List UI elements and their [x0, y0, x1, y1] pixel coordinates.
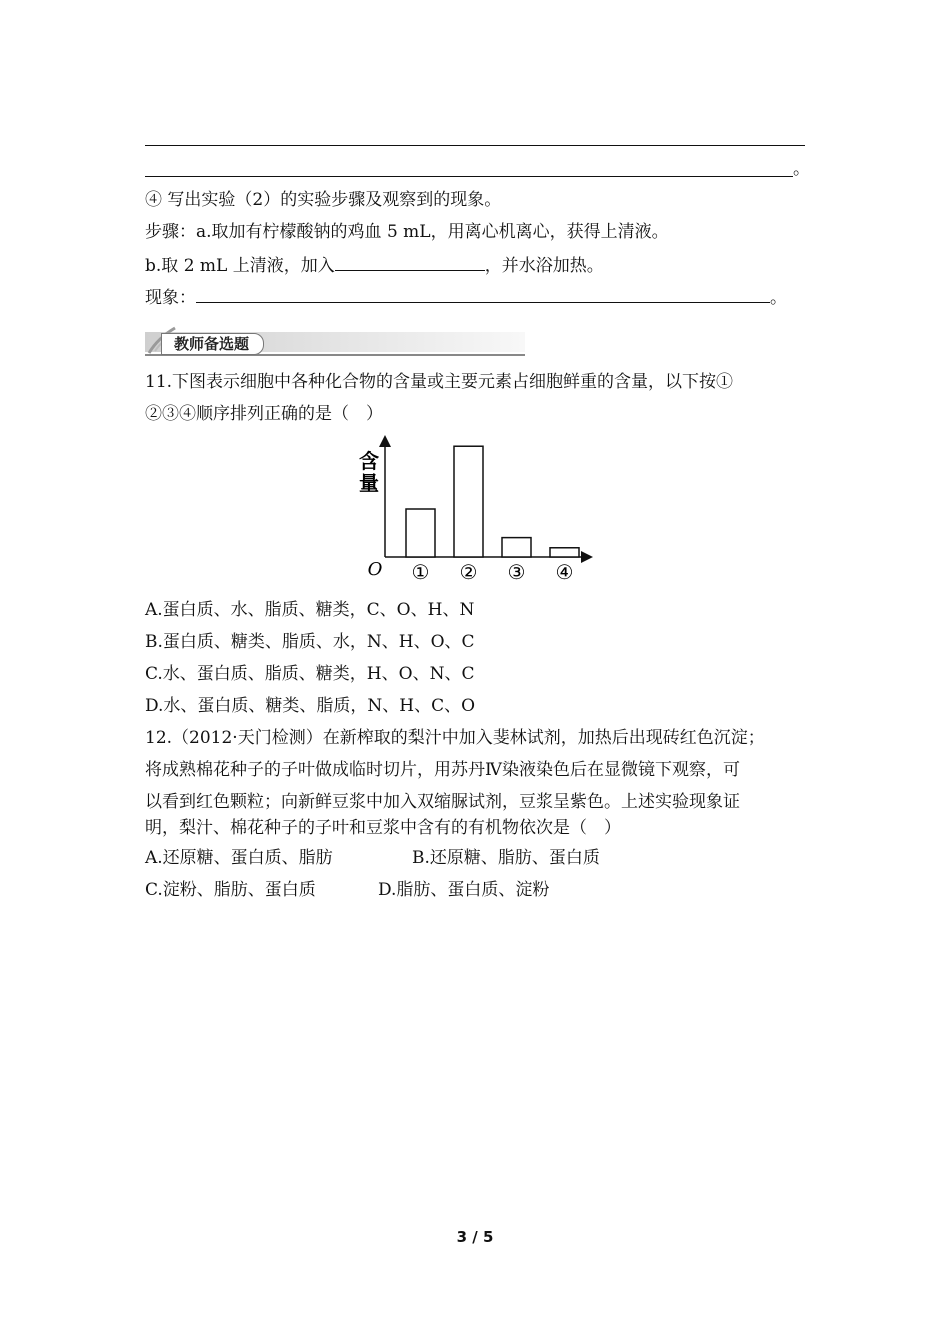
- q12-stem-line-1: 12.（2012·天门检测）在新榨取的梨汁中加入斐林试剂，加热后出现砖红色沉淀；: [145, 728, 765, 748]
- q11-stem-line-1: 11.下图表示细胞中各种化合物的含量或主要元素占细胞鲜重的含量，以下按①: [145, 372, 734, 392]
- category-label-4: ④: [555, 560, 574, 584]
- answer-line-1[interactable]: [145, 145, 805, 146]
- phenomenon-blank[interactable]: [196, 284, 770, 303]
- answer-line-2[interactable]: [145, 176, 793, 177]
- q12-stem-line-2: 将成熟棉花种子的子叶做成临时切片，用苏丹Ⅳ染液染色后在显微镜下观察，可: [145, 760, 740, 780]
- phenomenon-end-mark: 。: [770, 288, 787, 308]
- step-b: [145, 252, 604, 278]
- category-label-1: ①: [411, 560, 430, 584]
- q12-option-b[interactable]: B.还原糖、脂肪、蛋白质: [412, 848, 600, 868]
- bar-chart: [355, 432, 595, 590]
- phenomenon-label: 现象：: [145, 288, 196, 308]
- phenomenon-line: [145, 284, 787, 310]
- q12-option-d[interactable]: D.脂肪、蛋白质、淀粉: [378, 880, 550, 900]
- question-4-instruction: ④ 写出实验（2）的实验步骤及观察到的现象。: [145, 190, 502, 210]
- q12-stem-line-4: 明，梨汁、棉花种子的子叶和豆浆中含有的有机物依次是（ ）: [145, 818, 621, 838]
- category-label-2: ②: [459, 560, 478, 584]
- banner-label: 教师备选题: [161, 333, 264, 355]
- q12-option-c[interactable]: C.淀粉、脂肪、蛋白质: [145, 880, 316, 900]
- page-number: 3 / 5: [456, 1228, 494, 1246]
- q12-stem-line-3: 以看到红色颗粒；向新鲜豆浆中加入双缩脲试剂，豆浆呈紫色。上述实验现象证: [145, 792, 740, 812]
- step-a: 步骤：a.取加有柠檬酸钠的鸡血 5 mL，用离心机离心，获得上清液。: [145, 222, 669, 242]
- bar-1: [406, 509, 435, 557]
- q11-option-a[interactable]: A.蛋白质、水、脂质、糖类，C、O、H、N: [145, 600, 475, 620]
- q12-option-a[interactable]: A.还原糖、蛋白质、脂肪: [145, 848, 333, 868]
- category-label-3: ③: [507, 560, 526, 584]
- q11-stem-line-2: ②③④顺序排列正确的是（ ）: [145, 404, 383, 424]
- bar-2: [454, 446, 483, 557]
- step-b-prefix: b.取 2 mL 上清液，加入: [145, 256, 335, 276]
- origin-label: O: [367, 559, 383, 580]
- teacher-reserve-banner: [145, 325, 525, 357]
- q11-option-d[interactable]: D.水、蛋白质、糖类、脂质，N、H、C、O: [145, 696, 476, 716]
- bar-4: [550, 548, 579, 557]
- step-b-suffix: ，并水浴加热。: [484, 256, 604, 276]
- bar-3: [502, 538, 531, 557]
- y-axis-label-char-1: 含: [359, 449, 379, 473]
- answer-line-end-mark: 。: [793, 159, 810, 179]
- step-b-blank[interactable]: [335, 252, 485, 271]
- q11-option-b[interactable]: B.蛋白质、糖类、脂质、水，N、H、O、C: [145, 632, 475, 652]
- y-axis-label-char-2: 量: [359, 471, 379, 495]
- q11-option-c[interactable]: C.水、蛋白质、脂质、糖类，H、O、N、C: [145, 664, 475, 684]
